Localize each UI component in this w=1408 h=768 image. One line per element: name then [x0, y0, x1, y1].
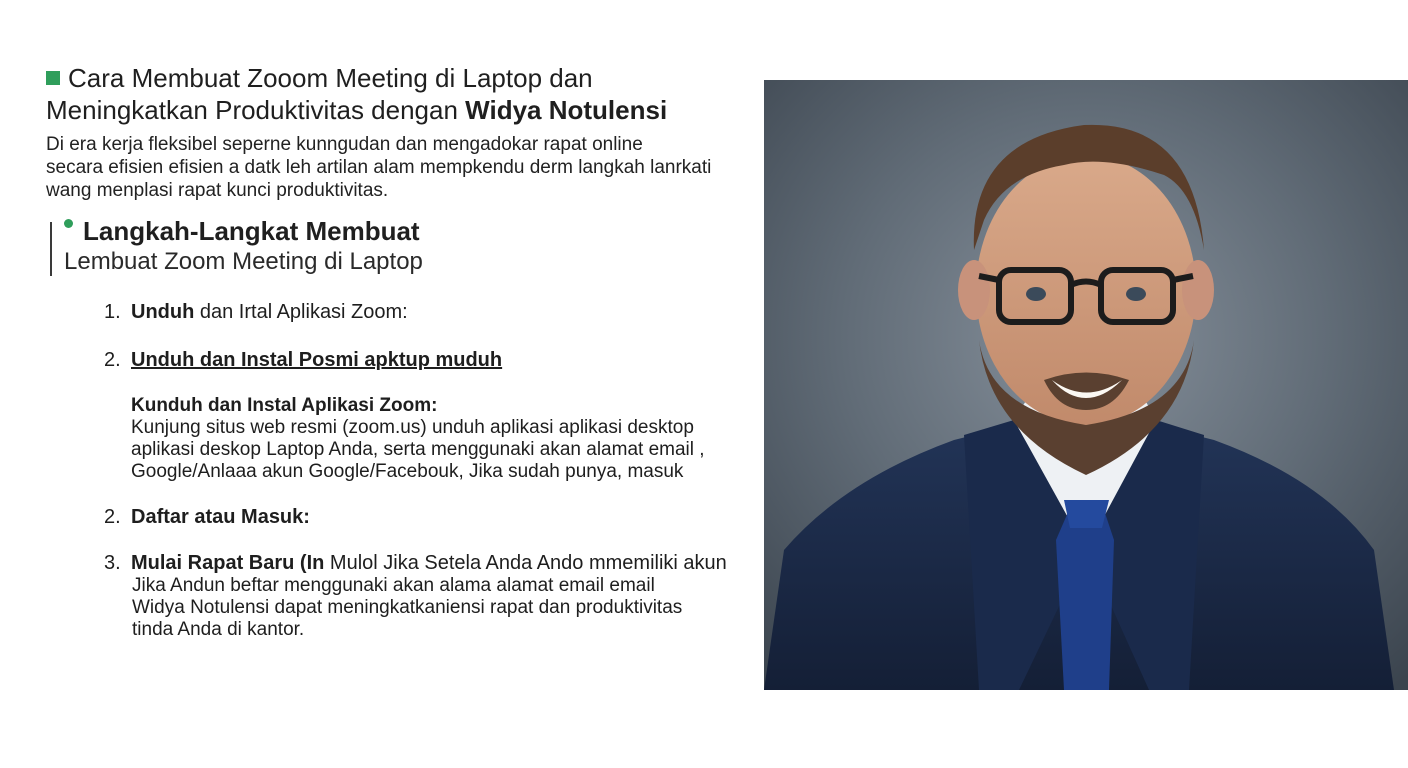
- intro-line: Di era kerja fleksibel seperne kunngudan dan mengadokar rapat online: [46, 134, 643, 155]
- step-number: 3.: [104, 552, 121, 574]
- step-bold-text: Mulai Rapat Baru (In: [131, 552, 325, 574]
- intro-line: secara efisien efisien a datk leh artilan alam mempkendu derm langkah lanrkati: [46, 157, 712, 178]
- detail-line: Google/Anlaaa akun Google/Facebouk, Jika sudah punya, masuk: [131, 461, 684, 482]
- step-detail: [132, 575, 682, 641]
- portrait-photo: [764, 80, 1408, 690]
- green-square-icon: [46, 71, 60, 85]
- green-bullet-icon: [64, 219, 73, 228]
- subheading-text-2: Lembuat Zoom Meeting di Laptop: [64, 248, 423, 275]
- detail-line: tinda Anda di kantor.: [132, 619, 305, 640]
- title-text-1: Cara Membuat Zooom Meeting di Laptop dan: [68, 63, 593, 93]
- title-brand: Widya Notulensi: [465, 95, 668, 125]
- title-line-1: [46, 62, 706, 94]
- title-line-2: [46, 94, 706, 126]
- portrait-illustration: [764, 80, 1408, 690]
- detail-line: Kunjung situs web resmi (zoom.us) unduh aplikasi aplikasi desktop: [131, 417, 694, 438]
- step-number: 2.: [104, 506, 121, 528]
- step-item-3: [104, 505, 310, 529]
- step-text: dan Irtal Aplikasi Zoom:: [194, 301, 408, 323]
- step-link-text[interactable]: Unduh dan Instal Posmi apktup muduh: [131, 349, 503, 371]
- step-text: Mulol Jika Setela Anda Ando mmemiliki akun: [324, 552, 727, 574]
- intro-line: wang menplasi rapat kunci produktivitas.: [46, 180, 389, 201]
- step-item-1: [104, 300, 408, 324]
- detail-heading: Kunduh dan Instal Aplikasi Zoom:: [131, 395, 438, 416]
- step-number: 1.: [104, 301, 121, 323]
- intro-paragraph: [46, 133, 711, 202]
- step-item-4: [104, 551, 727, 575]
- step-number: 2.: [104, 349, 121, 371]
- detail-line: Jika Andun beftar menggunaki akan alama alamat email email: [132, 575, 655, 596]
- title-text-2: Meningkatkan Produktivitas dengan: [46, 95, 466, 125]
- subheading-line-1: [64, 218, 423, 244]
- step-bold-text: Daftar atau Masuk:: [131, 506, 310, 528]
- step-bold-text: Unduh: [131, 301, 195, 323]
- step-detail: [131, 395, 705, 483]
- subheading-text-1: Langkah-Langkat Membuat: [83, 216, 420, 246]
- article-title: [46, 62, 706, 126]
- detail-line: aplikasi deskop Laptop Anda, serta menggunaki akan alamat email ,: [131, 439, 705, 460]
- detail-line: Widya Notulensi dapat meningkatkaniensi rapat dan produktivitas: [132, 597, 683, 618]
- step-item-2: [104, 348, 502, 372]
- section-subheading: [50, 216, 423, 276]
